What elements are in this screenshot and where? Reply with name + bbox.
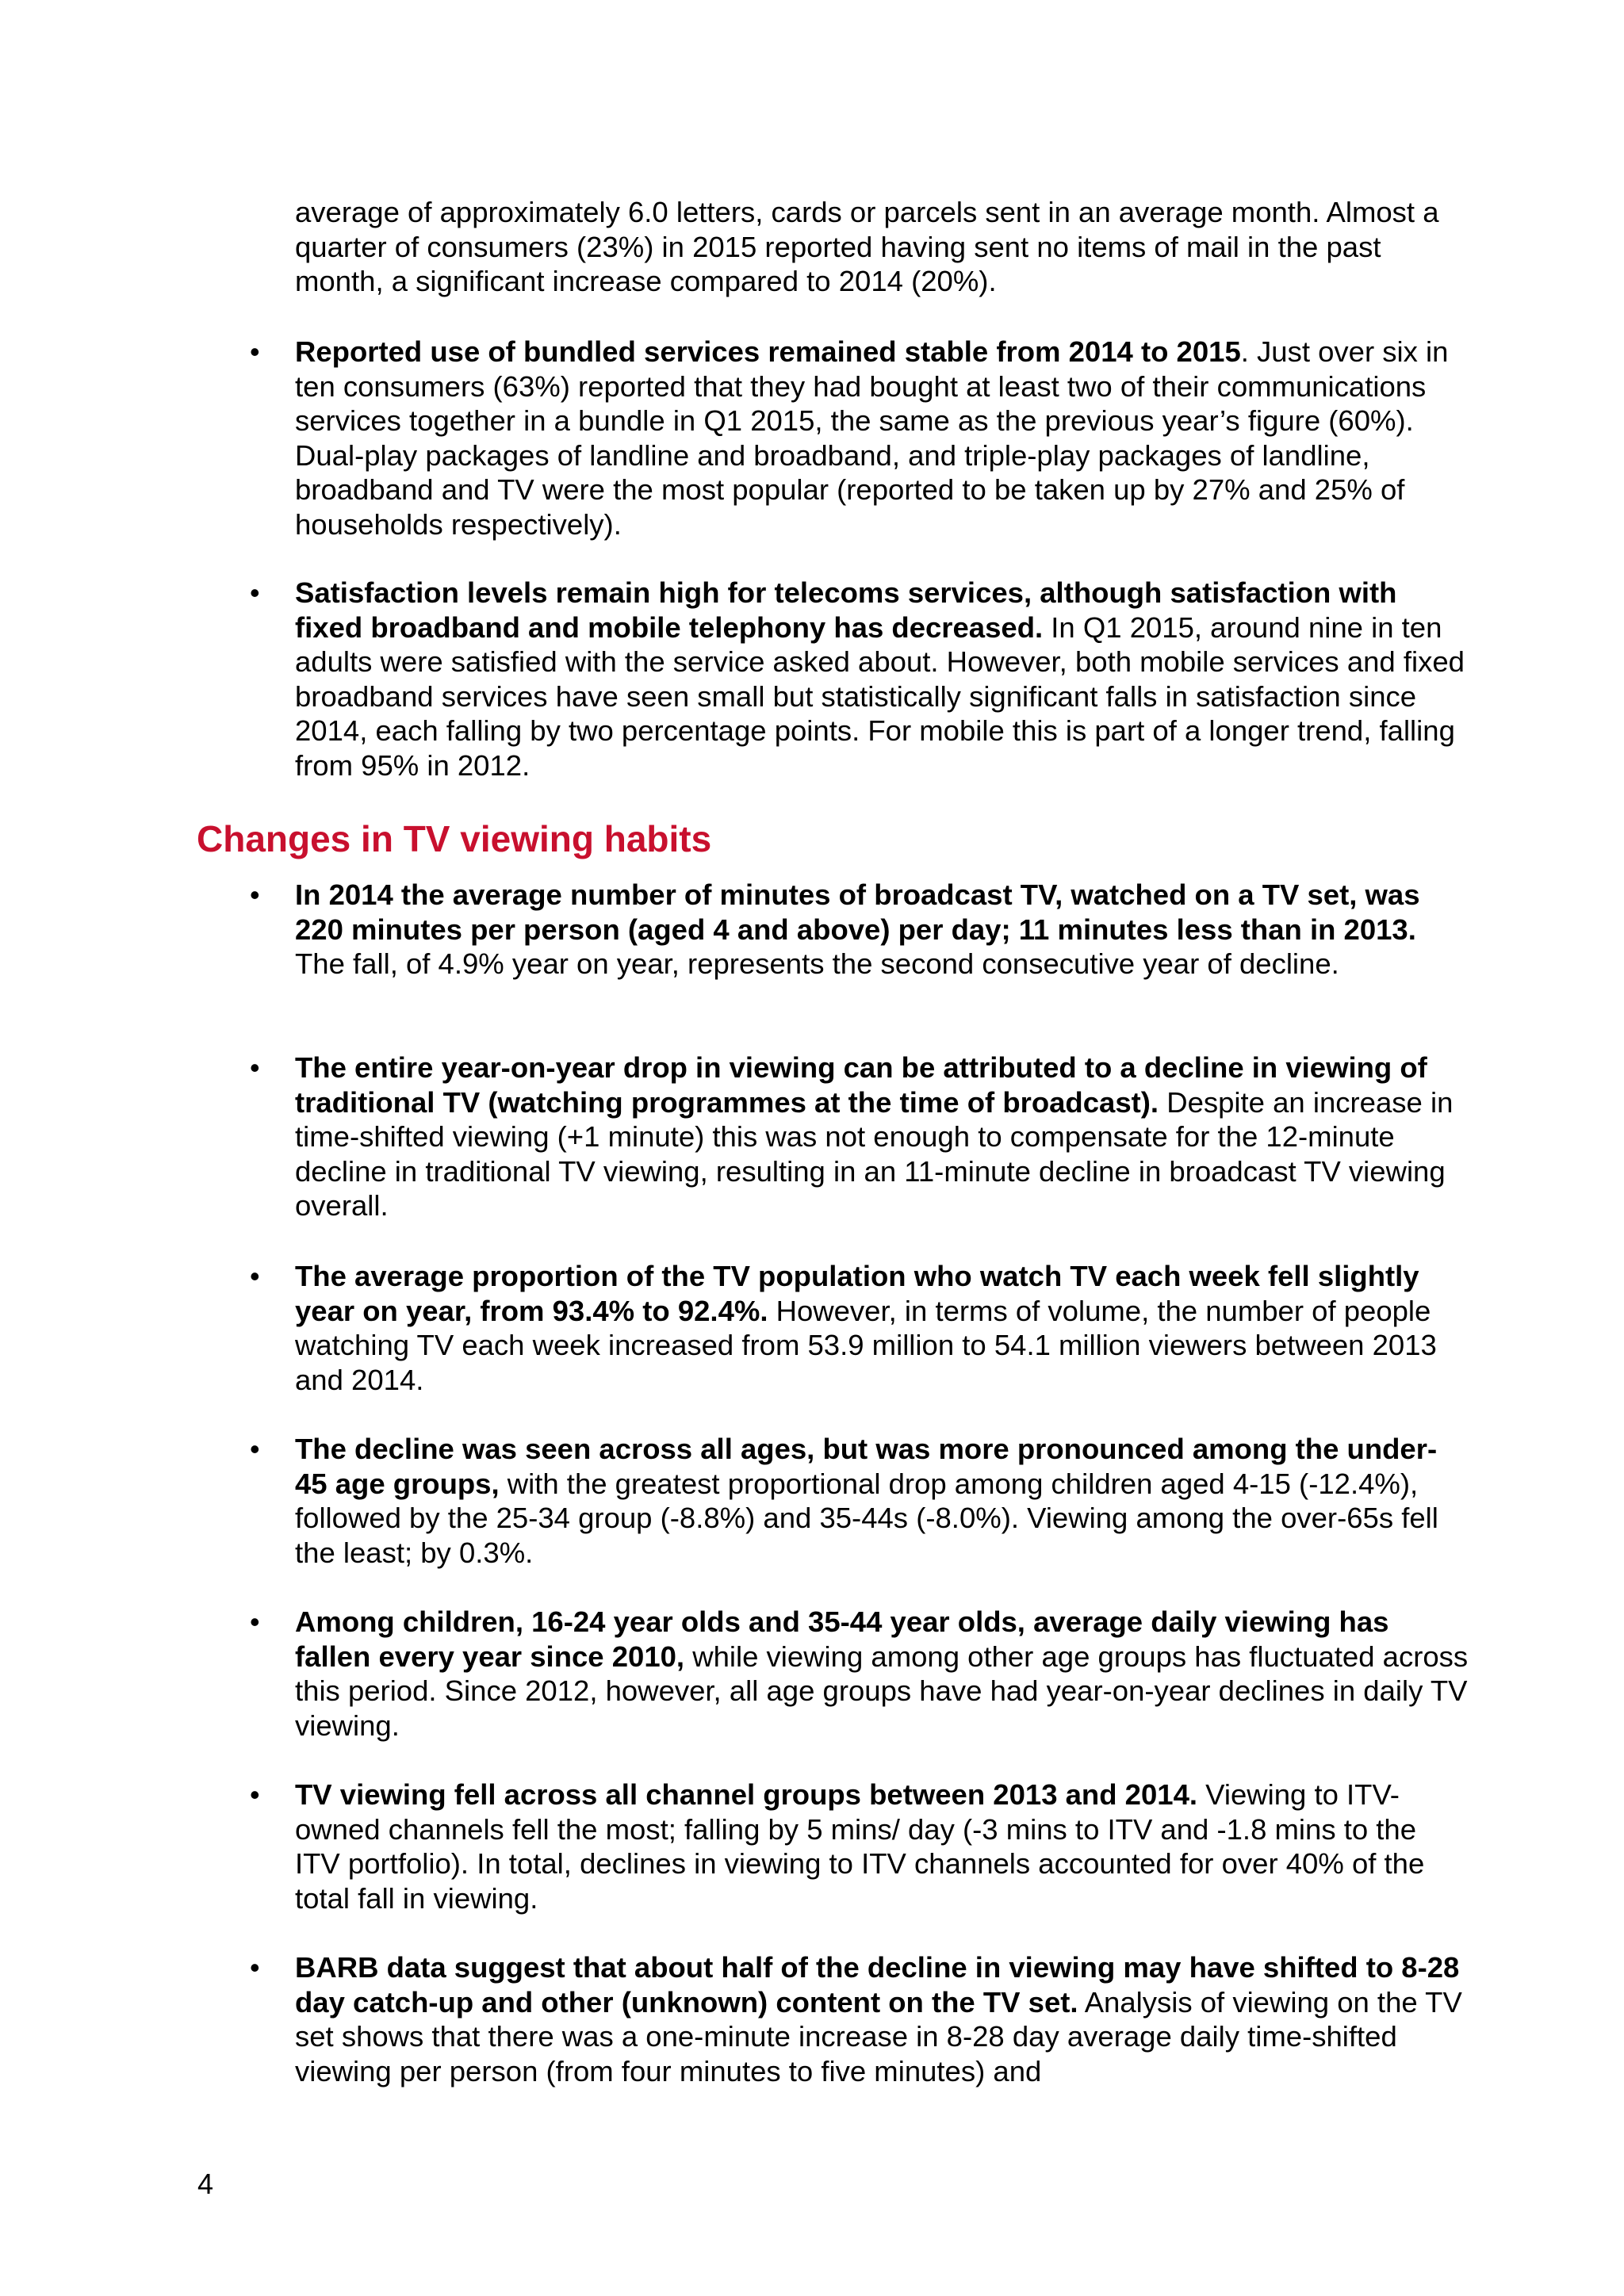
bullet-marker: •	[250, 1051, 260, 1084]
bullet-bold: The decline was seen across all ages, but was more pronounced among the under-45 age groups,	[295, 1433, 1438, 1500]
bullet-marker: •	[250, 878, 260, 911]
bullet-bundled-services	[295, 335, 1469, 542]
bullet-age-decline	[295, 1432, 1469, 1570]
bullet-text: with the greatest proportional drop among children aged 4-15 (-12.4%), followed by the 25-34 group (-8.8%) and 35-44s (-8.0%). Viewing among the over-65s fell the least; by 0.3%.	[295, 1467, 1438, 1569]
bullet-satisfaction	[295, 576, 1469, 783]
continuation-paragraph: average of approximately 6.0 letters, cards or parcels sent in an average month. Almost a quarter of consumers (23%) in 2015 reported having sent no items of mail in the past month, a significant increase compared to 2014 (20%).	[295, 196, 1439, 298]
bullet-text: while viewing among other age groups has fluctuated across this period. Since 2012, however, all age groups have had year-on-year declines in daily TV viewing.	[295, 1640, 1469, 1742]
bullet-text: Despite an increase in time-shifted viewing (+1 minute) this was not enough to compensate for the 12-minute decline in traditional TV viewing, resulting in an 11-minute decline in broadcast TV viewing overall.	[295, 1085, 1454, 1223]
bullet-bold: The average proportion of the TV population who watch TV each week fell slightly year on year, from 93.4% to 92.4%.	[295, 1260, 1419, 1327]
bullet-marker: •	[250, 1260, 260, 1292]
bullet-bold: Satisfaction levels remain high for telecoms services, although satisfaction with fixed broadband and mobile telephony has decreased.	[295, 576, 1397, 644]
bullet-text: The fall, of 4.9% year on year, represents the second consecutive year of decline.	[295, 947, 1339, 981]
bullet-marker: •	[250, 1778, 260, 1811]
bullet-marker: •	[250, 1433, 260, 1465]
bullet-barb-data	[295, 1950, 1469, 2088]
bullet-channel-groups	[295, 1777, 1469, 1915]
section-heading: Changes in TV viewing habits	[197, 818, 712, 859]
bullet-bold: TV viewing fell across all channel groups between 2013 and 2014.	[295, 1778, 1198, 1811]
bullet-text: Analysis of viewing on the TV set shows that there was a one-minute increase in 8-28 day average daily time-shifted viewing per person (from four minutes to five minutes) and	[295, 1985, 1462, 2087]
bullet-bold: Among children, 16-24 year olds and 35-44 year olds, average daily viewing has fallen every year since 2010,	[295, 1605, 1389, 1673]
bullet-weekly-reach	[295, 1259, 1469, 1397]
bullet-text: However, in terms of volume, the number of people watching TV each week increased from 53.9 million to 54.1 million viewers between 2013 and 2014.	[295, 1294, 1437, 1396]
bullet-bold: The entire year-on-year drop in viewing can be attributed to a decline in viewing of traditional TV (watching programmes at the time of broadcast).	[295, 1051, 1427, 1119]
page-number: 4	[197, 2168, 214, 2200]
bullet-marker: •	[250, 1951, 260, 1984]
bullet-bold: Reported use of bundled services remained stable from 2014 to 2015	[295, 335, 1241, 368]
bullet-text: . Just over six in ten consumers (63%) reported that they had bought at least two of their communications services together in a bundle in Q1 2015, the same as the previous year’s figure (60%). Dual-play packages of landline and broadband, and triple-play packages of landline, broadband and TV were the most popular (reported to be taken up by 27% and 25% of households respectively).	[295, 335, 1449, 541]
bullet-broadcast-minutes	[295, 878, 1469, 982]
bullet-text: In Q1 2015, around nine in ten adults were satisfied with the service asked about. However, both mobile services and fixed broadband services have seen small but statistically significant falls in satisfaction since 2014, each falling by two percentage points. For mobile this is part of a longer trend, falling from 95% in 2012.	[295, 610, 1465, 782]
bullet-bold: In 2014 the average number of minutes of broadcast TV, watched on a TV set, was 220 minutes per person (aged 4 and above) per day; 11 minutes less than in 2013.	[295, 878, 1420, 946]
bullet-children-viewing	[295, 1605, 1469, 1743]
bullet-traditional-tv	[295, 1050, 1469, 1223]
bullet-marker: •	[250, 1605, 260, 1638]
bullet-marker: •	[250, 335, 260, 368]
bullet-bold: BARB data suggest that about half of the decline in viewing may have shifted to 8-28 day catch-up and other (unknown) content on the TV set.	[295, 1951, 1460, 2019]
bullet-marker: •	[250, 576, 260, 609]
bullet-text: Viewing to ITV-owned channels fell the most; falling by 5 mins/ day (-3 mins to ITV and -1.8 mins to the ITV portfolio). In total, declines in viewing to ITV channels accounted for over 40% of the total fall in viewing.	[295, 1778, 1425, 1915]
